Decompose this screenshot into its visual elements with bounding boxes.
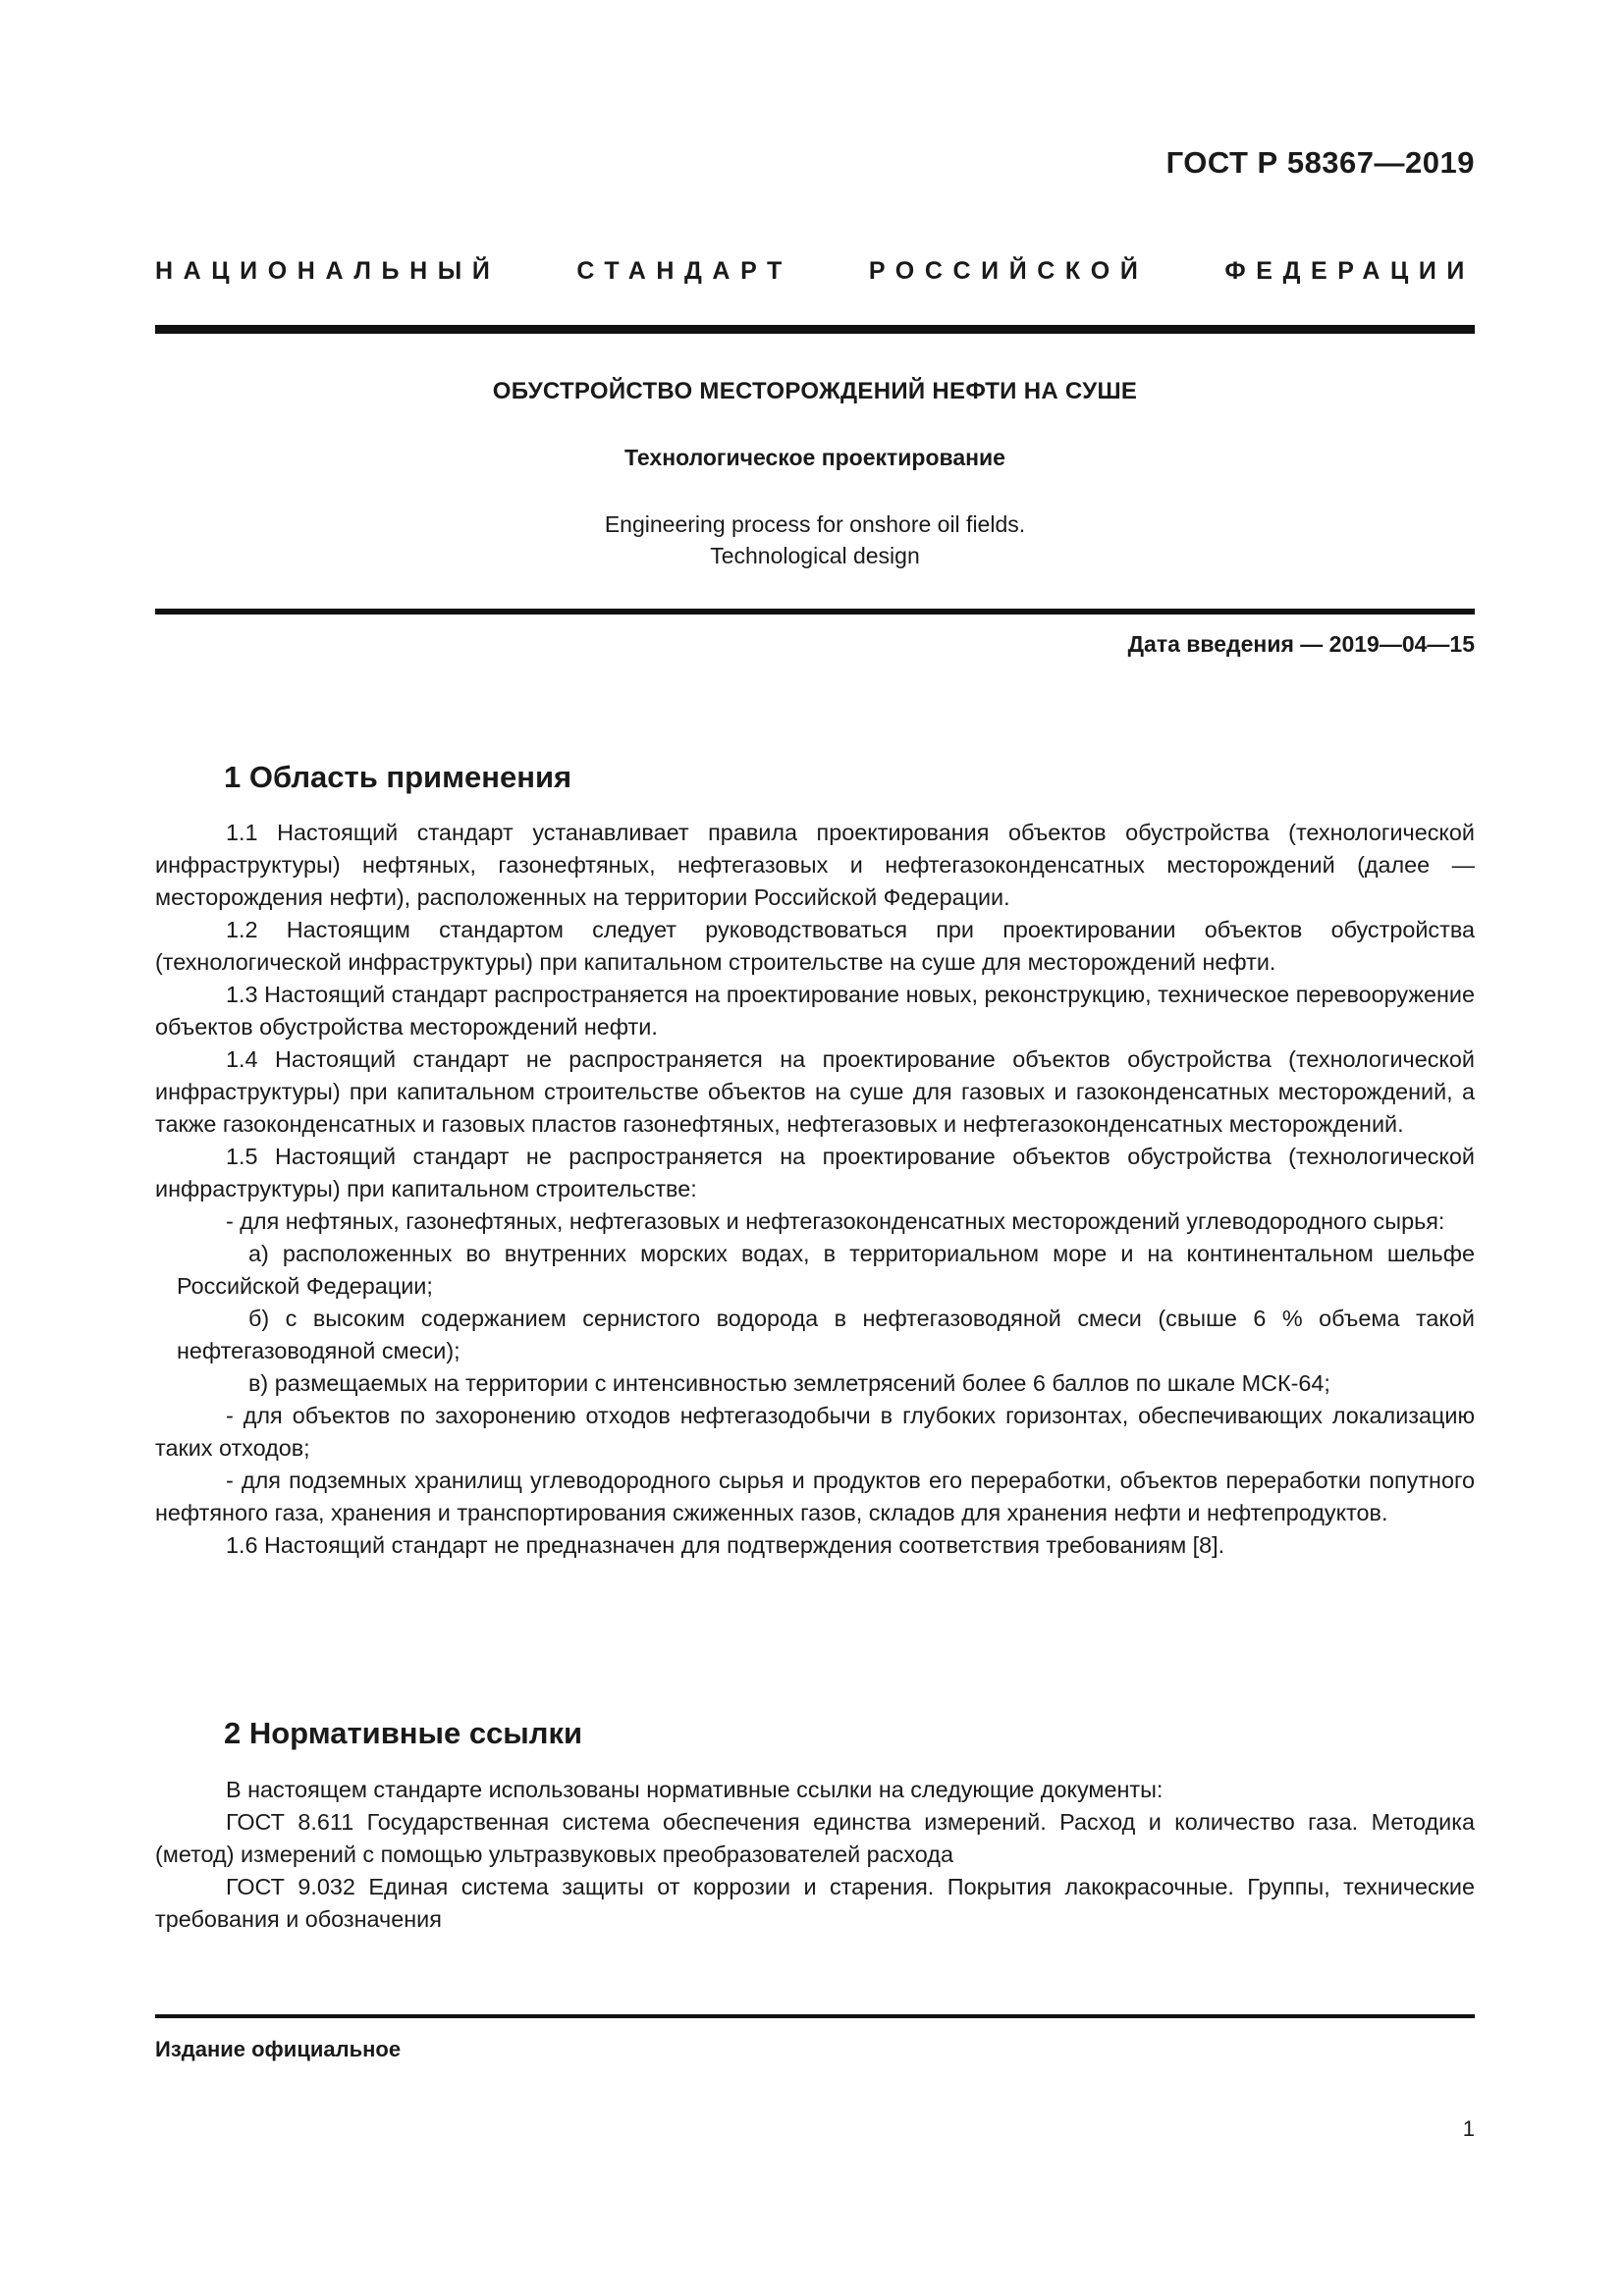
paragraph-1-4: 1.4 Настоящий стандарт не распространяется на проектирование объектов обустройства (технологической инфраструктуры) при капитальном строительстве объектов на суше для газовых и газоконденсатных месторождений, а также газоконденсатных и газовых пластов газонефтяных, нефтегазовых и нефтегазоконденсатных месторождений. <box>155 1046 1475 1137</box>
document-subtitle: Технологическое проектирование <box>624 445 1005 470</box>
paragraph-1-1: 1.1 Настоящий стандарт устанавливает правила проектирования объектов обустройства (технологической инфраструктуры) нефтяных, газонефтяных, нефтегазовых и нефтегазоконденсатных месторождений (далее — месторождения нефти), расположенных на территории Российской Федерации. <box>155 820 1475 910</box>
english-title <box>155 508 1475 571</box>
section-scope-body <box>155 817 1475 1562</box>
paragraph-1-6: 1.6 Настоящий стандарт не предназначен для подтверждения соответствия требованиям [8]. <box>226 1532 1225 1558</box>
sub-item-a: а) расположенных во внутренних морских водах, в территориальном море и на континентальном шельфе Российской Федерации; <box>177 1241 1475 1299</box>
sub-item-c: в) размещаемых на территории с интенсивностью землетрясений более 6 баллов по шкале МСК-64; <box>248 1370 1330 1396</box>
header-divider <box>155 325 1475 334</box>
gost-number: ГОСТ Р 58367—2019 <box>1165 145 1475 180</box>
footer-divider <box>155 2014 1475 2018</box>
document-title: ОБУСТРОЙСТВО МЕСТОРОЖДЕНИЙ НЕФТИ НА СУШЕ <box>492 378 1138 404</box>
document-page <box>155 0 1475 2296</box>
national-standard-banner: НАЦИОНАЛЬНЫЙ СТАНДАРТ РОССИЙСКОЙ ФЕДЕРАЦИИ <box>155 257 1475 285</box>
page-number: 1 <box>1462 2116 1475 2141</box>
list-item-oil-fields: - для нефтяных, газонефтяных, нефтегазовых и нефтегазоконденсатных месторождений углеводородного сырья: <box>226 1208 1445 1234</box>
sub-item-b: б) с высоким содержанием сернистого водорода в нефтегазоводяной смеси (свыше 6 % объема такой нефтегазоводяной смеси); <box>177 1306 1475 1363</box>
reference-gost-9-032: ГОСТ 9.032 Единая система защиты от коррозии и старения. Покрытия лакокрасочные. Группы, технические требования и обозначения <box>155 1874 1475 1932</box>
paragraph-1-2: 1.2 Настоящим стандартом следует руководствоваться при проектировании объектов обустройства (технологической инфраструктуры) при капитальном строительстве на суше для месторождений нефти. <box>155 917 1475 975</box>
english-title-line2: Technological design <box>710 543 920 568</box>
list-item-underground-storage: - для подземных хранилищ углеводородного сырья и продуктов его переработки, объектов переработки попутного нефтяного газа, хранения и транспортирования сжиженных газов, складов для хранения нефти и нефтепродуктов. <box>155 1468 1475 1525</box>
introduction-date: Дата введения — 2019—04—15 <box>1127 631 1475 657</box>
section-references-body <box>155 1774 1475 1936</box>
reference-gost-8-611: ГОСТ 8.611 Государственная система обеспечения единства измерений. Расход и количество газа. Методика (метод) измерений с помощью ультразвуковых преобразователей расхода <box>155 1809 1475 1867</box>
official-edition-label: Издание официальное <box>155 2037 402 2061</box>
paragraph-1-5: 1.5 Настоящий стандарт не распространяется на проектирование объектов обустройства (технологической инфраструктуры) при капитальном строительстве: <box>155 1144 1475 1201</box>
section-heading-scope: 1 Область применения <box>224 760 572 794</box>
title-divider <box>155 609 1475 614</box>
references-intro: В настоящем стандарте использованы нормативные ссылки на следующие документы: <box>226 1777 1164 1802</box>
list-item-waste-disposal: - для объектов по захоронению отходов нефтегазодобычи в глубоких горизонтах, обеспечивающих локализацию таких отходов; <box>155 1403 1475 1461</box>
section-heading-normative-references: 2 Нормативные ссылки <box>224 1716 583 1750</box>
english-title-line1: Engineering process for onshore oil fields. <box>604 511 1026 537</box>
paragraph-1-3: 1.3 Настоящий стандарт распространяется на проектирование новых, реконструкцию, техническое перевооружение объектов обустройства месторождений нефти. <box>155 982 1475 1040</box>
